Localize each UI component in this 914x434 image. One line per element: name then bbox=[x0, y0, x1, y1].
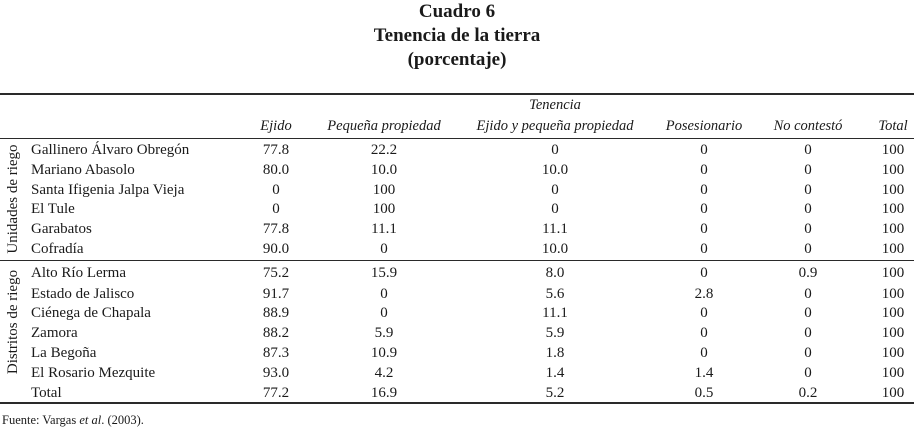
table-cell: 100 bbox=[881, 201, 905, 217]
table-cell: 4.2 bbox=[374, 365, 394, 381]
table-cell: 1.4 bbox=[694, 365, 714, 381]
row-name: El Tule bbox=[31, 201, 75, 217]
table-cell: 80.0 bbox=[262, 162, 290, 178]
table-cell: 0 bbox=[700, 241, 708, 257]
row-name: Total bbox=[31, 385, 62, 401]
table-cell: 0 bbox=[804, 182, 812, 198]
source-note bbox=[2, 412, 144, 428]
table-cell: 100 bbox=[372, 201, 396, 217]
table-cell: 100 bbox=[881, 305, 905, 321]
table-cell: 0 bbox=[700, 162, 708, 178]
table-cell: 100 bbox=[881, 345, 905, 361]
row-name: Santa Ifigenia Jalpa Vieja bbox=[31, 182, 185, 198]
source-suffix: . (2003). bbox=[101, 413, 144, 427]
row-name: Cofradía bbox=[31, 241, 84, 257]
table-cell: 0 bbox=[700, 325, 708, 341]
row-name: Zamora bbox=[31, 325, 78, 341]
table-cell: 90.0 bbox=[262, 241, 290, 257]
table-cell: 0 bbox=[700, 345, 708, 361]
table-cell: 0.2 bbox=[798, 385, 818, 401]
table-cell: 100 bbox=[881, 365, 905, 381]
table-cell: 0 bbox=[700, 221, 708, 237]
rule-top bbox=[0, 93, 914, 95]
column-header-2: Ejido y pequeña propiedad bbox=[476, 118, 634, 134]
table-cell: 0 bbox=[804, 142, 812, 158]
table-cell: 0.9 bbox=[798, 265, 818, 281]
table-cell: 88.2 bbox=[262, 325, 290, 341]
table-cell: 0 bbox=[804, 201, 812, 217]
table-title-number: Cuadro 6 bbox=[418, 1, 496, 22]
table-cell: 0 bbox=[804, 345, 812, 361]
table-cell: 5.9 bbox=[374, 325, 394, 341]
table-cell: 15.9 bbox=[370, 265, 398, 281]
table-title: Tenencia de la tierra bbox=[373, 25, 541, 46]
table-cell: 0 bbox=[700, 201, 708, 217]
table-cell: 11.1 bbox=[542, 221, 568, 237]
table-cell: 100 bbox=[881, 385, 905, 401]
table-cell: 100 bbox=[881, 286, 905, 302]
rule-header bbox=[0, 138, 914, 139]
table-cell: 100 bbox=[881, 325, 905, 341]
table-cell: 77.8 bbox=[262, 142, 290, 158]
table-cell: 8.0 bbox=[545, 265, 565, 281]
row-name: Garabatos bbox=[31, 221, 92, 237]
table-cell: 100 bbox=[881, 142, 905, 158]
table-cell: 100 bbox=[881, 221, 905, 237]
table-cell: 0 bbox=[804, 241, 812, 257]
table-cell: 0 bbox=[700, 142, 708, 158]
table-cell: 0 bbox=[700, 305, 708, 321]
column-header-3: Posesionario bbox=[665, 118, 743, 134]
group-header-tenencia: Tenencia bbox=[529, 97, 581, 113]
table-cell: 22.2 bbox=[370, 142, 398, 158]
row-name: La Begoña bbox=[31, 345, 97, 361]
table-cell: 10.0 bbox=[370, 162, 398, 178]
table-cell: 0 bbox=[804, 221, 812, 237]
table-cell: 87.3 bbox=[262, 345, 290, 361]
table-cell: 0 bbox=[551, 182, 559, 198]
table-cell: 0 bbox=[272, 182, 280, 198]
table-cell: 77.2 bbox=[262, 385, 290, 401]
column-header-1: Pequeña propiedad bbox=[327, 118, 441, 134]
table-cell: 0 bbox=[380, 305, 388, 321]
table-cell: 10.0 bbox=[541, 162, 569, 178]
row-name: Estado de Jalisco bbox=[31, 286, 135, 302]
table-cell: 1.4 bbox=[545, 365, 565, 381]
table-cell: 0 bbox=[804, 305, 812, 321]
table-cell: 10.0 bbox=[541, 241, 569, 257]
row-name: Alto Río Lerma bbox=[31, 265, 126, 281]
column-header-0: Ejido bbox=[260, 118, 292, 134]
table-cell: 88.9 bbox=[262, 305, 290, 321]
source-prefix: Fuente: Vargas bbox=[2, 413, 80, 427]
row-name: El Rosario Mezquite bbox=[31, 365, 156, 381]
table-cell: 77.8 bbox=[262, 221, 290, 237]
table-cell: 0 bbox=[551, 201, 559, 217]
table-cell: 16.9 bbox=[370, 385, 398, 401]
table-cell: 5.9 bbox=[545, 325, 565, 341]
table-cell: 0 bbox=[700, 265, 708, 281]
table-cell: 0 bbox=[380, 241, 388, 257]
table-cell: 100 bbox=[881, 241, 905, 257]
row-name: Mariano Abasolo bbox=[31, 162, 135, 178]
rule-bottom bbox=[0, 402, 914, 404]
table-cell: 5.6 bbox=[545, 286, 565, 302]
rule-middle bbox=[0, 260, 914, 261]
table-cell: 0 bbox=[551, 142, 559, 158]
table-cell: 11.1 bbox=[542, 305, 568, 321]
table-cell: 100 bbox=[881, 182, 905, 198]
column-header-4: No contestó bbox=[773, 118, 843, 134]
table-cell: 0.5 bbox=[694, 385, 714, 401]
table-cell: 0 bbox=[804, 162, 812, 178]
column-header-5: Total bbox=[878, 118, 908, 134]
table-cell: 93.0 bbox=[262, 365, 290, 381]
table-cell: 0 bbox=[804, 325, 812, 341]
row-name: Ciénega de Chapala bbox=[31, 305, 151, 321]
table-cell: 0 bbox=[272, 201, 280, 217]
table-cell: 0 bbox=[380, 286, 388, 302]
table-cell: 5.2 bbox=[545, 385, 565, 401]
table-cell: 11.1 bbox=[371, 221, 397, 237]
table-cell: 100 bbox=[881, 265, 905, 281]
table-cell: 100 bbox=[881, 162, 905, 178]
table-cell: 91.7 bbox=[262, 286, 290, 302]
table-cell: 1.8 bbox=[545, 345, 565, 361]
table-cell: 0 bbox=[804, 286, 812, 302]
table-cell: 10.9 bbox=[370, 345, 398, 361]
group-label-distritos: Distritos de riego bbox=[5, 269, 21, 375]
source-etal: et al bbox=[79, 413, 102, 427]
table-cell: 2.8 bbox=[694, 286, 714, 302]
table-cell: 0 bbox=[804, 365, 812, 381]
row-name: Gallinero Álvaro Obregón bbox=[31, 142, 190, 158]
table-cell: 75.2 bbox=[262, 265, 290, 281]
table-subtitle: (porcentaje) bbox=[407, 49, 507, 70]
group-label-unidades: Unidades de riego bbox=[5, 144, 21, 254]
table-cell: 0 bbox=[700, 182, 708, 198]
table-cell: 100 bbox=[372, 182, 396, 198]
